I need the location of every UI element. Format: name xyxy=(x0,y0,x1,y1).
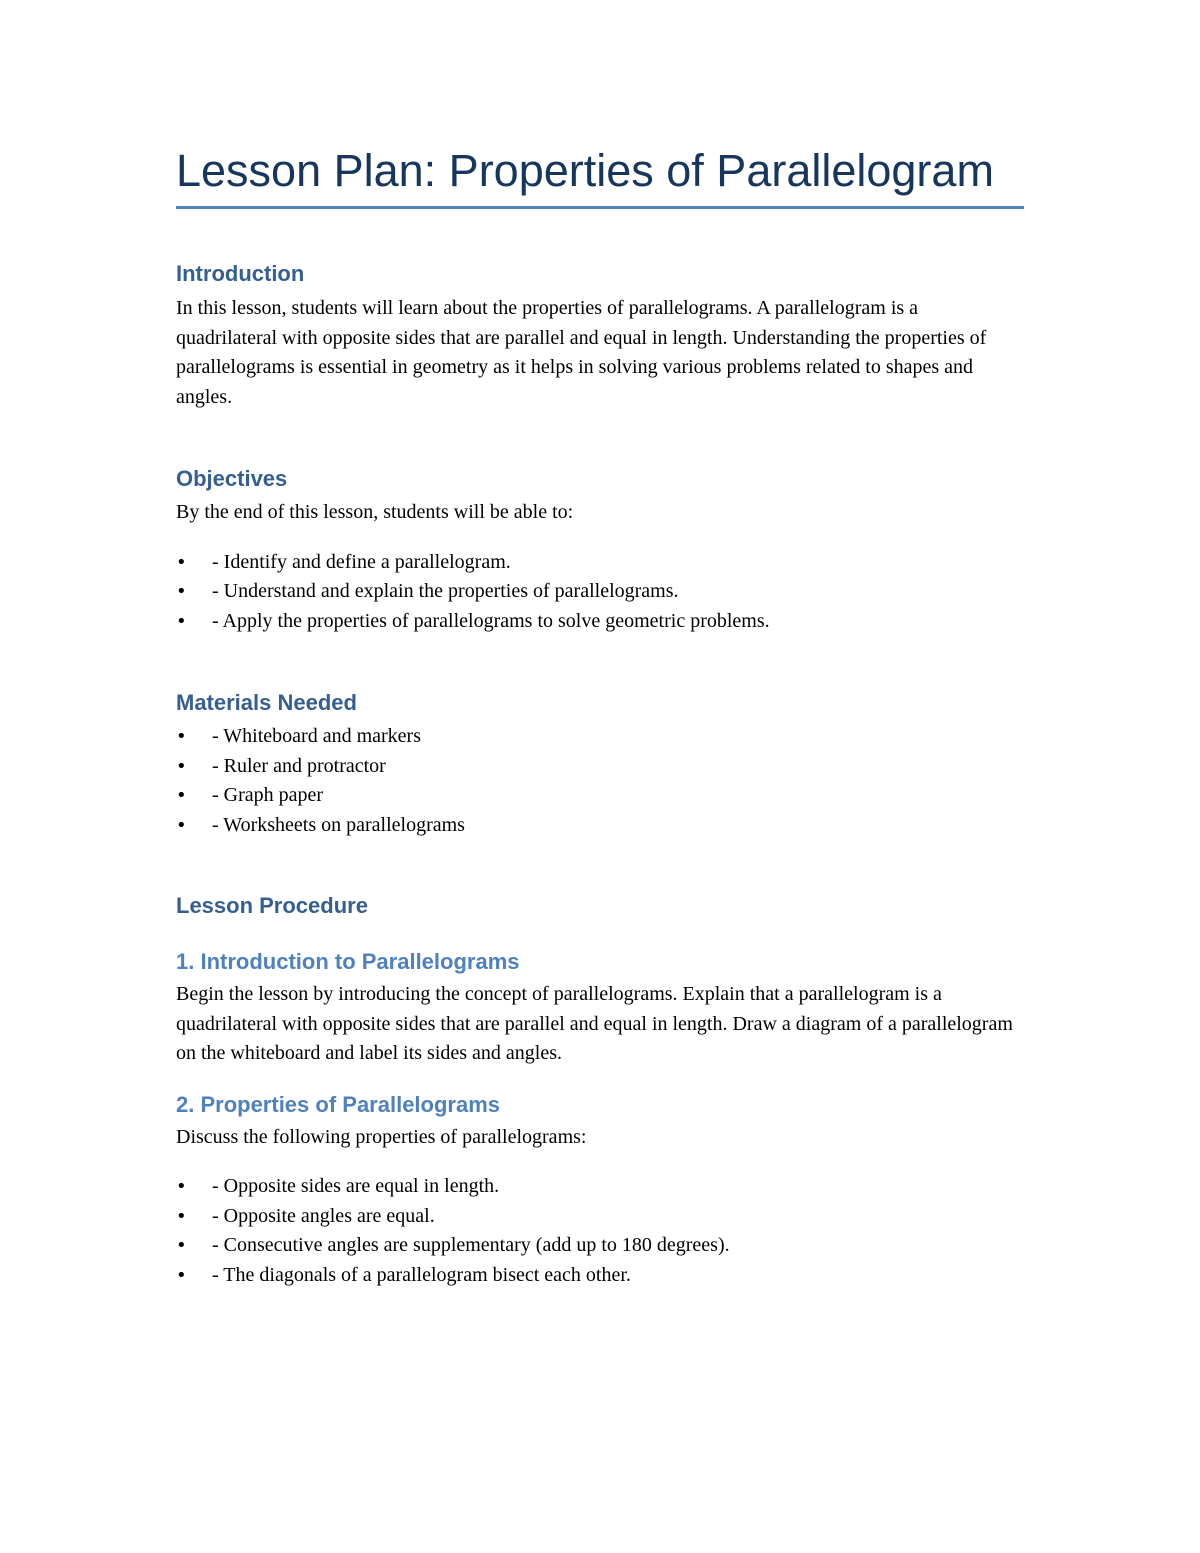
title-underline xyxy=(176,206,1024,209)
properties-list xyxy=(176,1172,1024,1290)
list-item-text: - Ruler and protractor xyxy=(212,754,386,777)
section-procedure xyxy=(176,891,1024,1290)
list-item-text: - Understand and explain the properties of parallelograms. xyxy=(212,580,679,602)
list-item-text: - Apply the properties of parallelograms to solve geometric problems. xyxy=(212,609,770,632)
step-2-intro: Discuss the following properties of parallelograms: xyxy=(176,1125,587,1148)
list-item-text: - Worksheets on parallelograms xyxy=(212,813,465,836)
section-introduction xyxy=(176,259,1024,412)
section-materials xyxy=(176,688,1024,840)
list-item-text: - Consecutive angles are supplementary (add up to 180 degrees). xyxy=(212,1234,730,1256)
materials-list xyxy=(176,722,1024,840)
document-title: Lesson Plan: Properties of Parallelogram xyxy=(176,145,994,196)
bullet-icon: • xyxy=(176,1176,187,1197)
list-item xyxy=(176,1202,1024,1232)
list-item-text: - Identify and define a parallelogram. xyxy=(212,550,511,573)
objectives-intro: By the end of this lesson, students will be able to: xyxy=(176,501,574,523)
list-item xyxy=(176,752,1024,782)
procedure-heading: Lesson Procedure xyxy=(176,893,368,918)
document-content xyxy=(176,140,1024,1290)
bullet-icon: • xyxy=(176,1264,187,1286)
introduction-heading: Introduction xyxy=(176,261,305,286)
bullet-icon: • xyxy=(176,785,187,806)
list-item xyxy=(176,1172,1024,1202)
introduction-body: In this lesson, students will learn about the properties of parallelograms. A parallelogram is a quadrilateral with opposite sides that are parallel and equal in length. Understanding the properties of parallelograms is essential in geometry as it helps in solving various problems related to shapes and angles. xyxy=(176,297,987,408)
list-item xyxy=(176,811,1024,841)
list-item xyxy=(176,1261,1024,1291)
bullet-icon: • xyxy=(176,814,187,836)
bullet-icon: • xyxy=(176,726,187,747)
list-item xyxy=(176,722,1024,752)
bullet-icon: • xyxy=(176,755,187,777)
list-item-text: - Graph paper xyxy=(212,784,324,806)
step-1-body: Begin the lesson by introducing the concept of parallelograms. Explain that a parallelogram is a quadrilateral with opposite sides that are parallel and equal in length. Draw a diagram of a parallelogram on the whiteboard and label its sides and angles. xyxy=(176,983,1013,1064)
bullet-icon: • xyxy=(176,610,187,632)
objectives-heading: Objectives xyxy=(176,466,288,491)
section-objectives xyxy=(176,464,1024,636)
bullet-icon: • xyxy=(176,1235,187,1256)
procedure-step-1 xyxy=(176,947,1024,1069)
list-item-text: - The diagonals of a parallelogram bisect each other. xyxy=(212,1263,631,1286)
list-item-text: - Whiteboard and markers xyxy=(212,725,421,747)
bullet-icon: • xyxy=(176,581,187,602)
list-item xyxy=(176,1231,1024,1261)
step-2-heading: 2. Properties of Parallelograms xyxy=(176,1091,501,1117)
list-item xyxy=(176,781,1024,811)
list-item xyxy=(176,577,1024,607)
list-item xyxy=(176,548,1024,578)
bullet-icon: • xyxy=(176,1205,187,1227)
bullet-icon: • xyxy=(176,551,187,573)
list-item-text: - Opposite angles are equal. xyxy=(212,1204,435,1227)
materials-heading: Materials Needed xyxy=(176,690,357,715)
list-item-text: - Opposite sides are equal in length. xyxy=(212,1175,500,1197)
procedure-step-2 xyxy=(176,1090,1024,1291)
list-item xyxy=(176,607,1024,637)
step-1-heading: 1. Introduction to Parallelograms xyxy=(176,949,520,974)
objectives-list xyxy=(176,548,1024,637)
